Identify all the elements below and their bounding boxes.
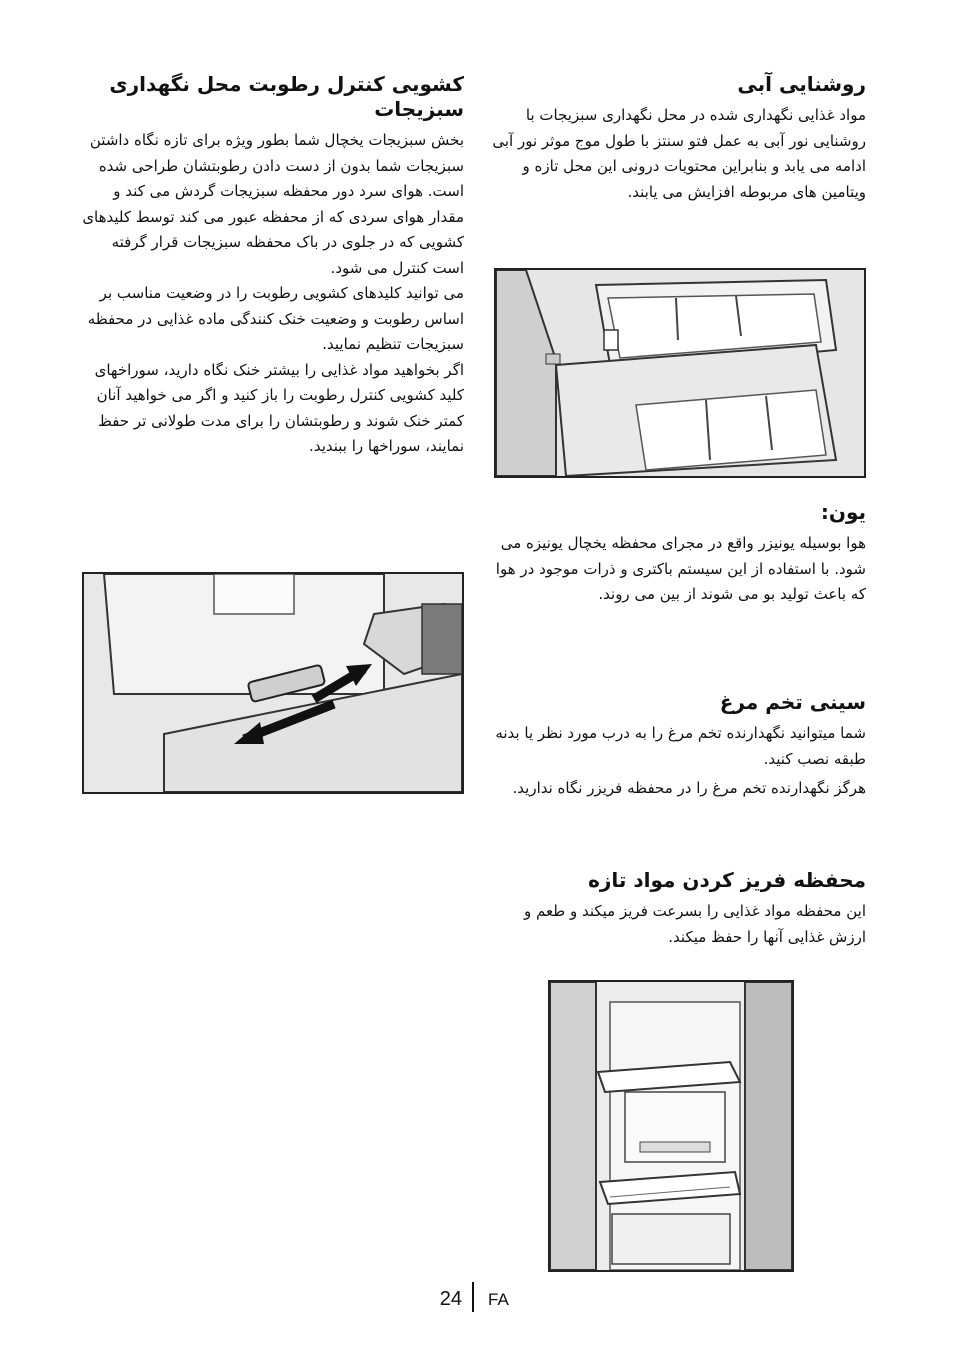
quick-freeze-section [488,868,866,950]
crisper-drawers-drawing [496,270,864,476]
crisper-humidity-body-2: می توانید کلیدهای کشویی رطوبت را در وضعیت مناسب بر اساس رطوبت و وضعیت خنک کنندگی ماده غذایی در محفظه سبزیجات تنظیم نمایید. [87,284,464,353]
page-number: 24 [439,1288,462,1310]
ion-section [488,500,866,608]
crisper-humidity-section [80,72,464,460]
freezer-interior-illustration [548,980,794,1272]
freezer-interior-drawing [550,982,792,1270]
footer-divider [472,1282,474,1312]
blue-light-section [488,72,866,205]
crisper-humidity-body-3: اگر بخواهید مواد غذایی را بیشتر خنک نگاه دارید، سوراخهای کلید کشویی کنترل رطوبت را باز کنید و اگر می خواهید آنان کمتر خنک شوند و رطوبتشان را برای مدت طولانی تر حفظ نمایند، سوراخها را ببندید. [94,360,464,455]
language-code: FA [488,1290,509,1309]
egg-tray-section [488,690,866,802]
humidity-slider-drawing [84,574,462,792]
blue-light-body: مواد غذایی نگهداری شده در محل نگهداری سبزیجات با روشنایی نور آبی به عمل فتو سنتز با طول موج موثر نور آبی ادامه می یابد و بنابراین محتویات درونی این محل تازه و ویتامین های مربوطه افزایش می یابند. [492,106,866,201]
egg-tray-body-1: شما میتوانید نگهدارنده تخم مرغ را به درب مورد نظر یا بدنه طبقه نصب کنید. [495,724,866,768]
quick-freeze-body: این محفظه مواد غذایی را بسرعت فریز میکند و طعم و ارزش غذایی آنها را حفظ میکند. [524,902,866,946]
blue-light-title: روشنایی آبی [737,72,866,96]
ion-body: هوا بوسیله یونیزر واقع در مجرای محفظه یخچال یونیزه می شود. با استفاده از این سیستم باکتری و ذرات موجود در هوا که باعث تولید بو می شوند از بین می روند. [495,534,866,603]
ion-title: یون: [820,500,866,524]
egg-tray-title: سینی تخم مرغ [719,690,866,714]
crisper-humidity-body-1: بخش سبزیجات یخچال شما بطور ویژه برای تازه نگاه داشتن سبزیجات شما بدون از دست دادن رطوبتشان طراحی شده است. هوای سرد دور محفظه سبزیجات گردش می کند و مقدار هوای سردی که از محفظه عبور می کند توسط کلیدهای کشویی که در جلوی در باک محفظه سبزیجات قرار گرفته است کنترل می شود. [82,131,464,277]
crisper-humidity-title: کشویی کنترل رطوبت محل نگهداری سبزیجات [109,72,464,121]
humidity-slider-illustration [82,572,464,794]
egg-tray-body-2: هرگز نگهدارنده تخم مرغ را در محفظه فریزر نگاه ندارید. [512,779,866,797]
crisper-drawers-illustration [494,268,866,478]
quick-freeze-title: محفظه فریز کردن مواد تازه [588,868,866,892]
